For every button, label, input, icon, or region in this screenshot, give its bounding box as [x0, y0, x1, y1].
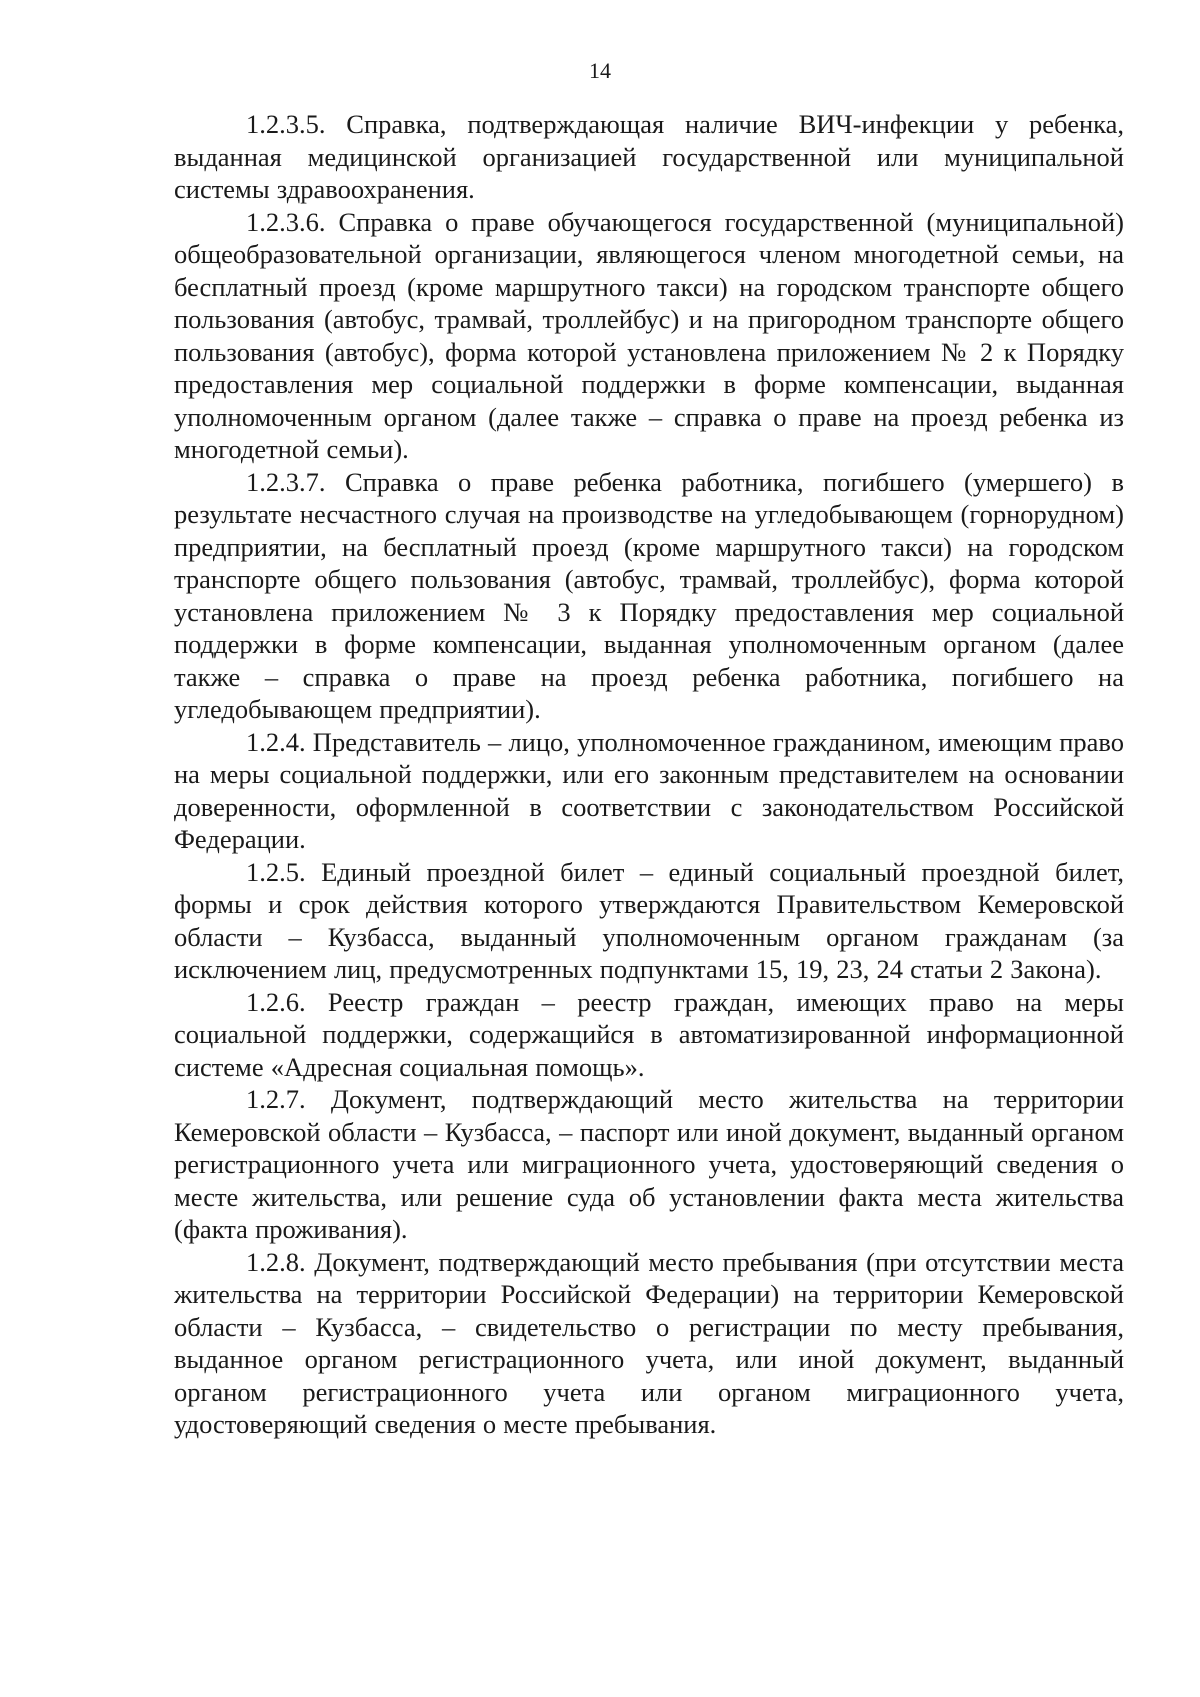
paragraph-1-2-3-6: 1.2.3.6. Справка о праве обучающегося государственной (муниципальной) общеобразовательной организации, являющегося членом многодетной семьи, на бесплатный проезд (кроме маршрутного такси) на городском транспорте общего пользования (автобус, трамвай, троллейбус) и на пригородном транспорте общего пользования (автобус), форма которой установлена приложением № 2 к Порядку предоставления мер социальной поддержки в форме компенсации, выданная уполномоченным органом (далее также – справка о праве на проезд ребенка из многодетной семьи).: [174, 206, 1124, 464]
paragraph-1-2-4: 1.2.4. Представитель – лицо, уполномоченное гражданином, имеющим право на меры социальной поддержки, или его законным представителем на основании доверенности, оформленной в соответствии с законодательством Российской Федерации.: [174, 726, 1124, 854]
page-number: 14: [589, 58, 611, 83]
paragraph-1-2-6: 1.2.6. Реестр граждан – реестр граждан, имеющих право на меры социальной поддержки, содержащийся в автоматизированной информационной системе «Адресная социальная помощь».: [174, 986, 1124, 1082]
paragraph-1-2-5: 1.2.5. Единый проездной билет – единый социальный проездной билет, формы и срок действия которого утверждаются Правительством Кемеровской области – Кузбасса, выданный уполномоченным органом гражданам (за исключением лиц, предусмотренных подпунктами 15, 19, 23, 24 статьи 2 Закона).: [174, 856, 1124, 984]
document-body: [174, 108, 1124, 1441]
paragraph-1-2-7: 1.2.7. Документ, подтверждающий место жительства на территории Кемеровской области – Кузбасса, – паспорт или иной документ, выданный органом регистрационного учета или миграционного учета, удостоверяющий сведения о месте жительства, или решение суда об установлении факта места жительства (факта проживания).: [174, 1084, 1124, 1244]
paragraph-1-2-3-7: 1.2.3.7. Справка о праве ребенка работника, погибшего (умершего) в результате несчастного случая на производстве на угледобывающем (горнорудном) предприятии, на бесплатный проезд (кроме маршрутного такси) на городском транспорте общего пользования (автобус, трамвай, троллейбус), форма которой установлена приложением № 3 к Порядку предоставления мер социальной поддержки в форме компенсации, выданная уполномоченным органом (далее также – справка о праве на проезд ребенка работника, погибшего на угледобывающем предприятии).: [174, 466, 1124, 724]
paragraph-1-2-3-5: 1.2.3.5. Справка, подтверждающая наличие ВИЧ-инфекции у ребенка, выданная медицинской организацией государственной или муниципальной системы здравоохранения.: [174, 109, 1124, 204]
paragraph-1-2-8: 1.2.8. Документ, подтверждающий место пребывания (при отсутствии места жительства на территории Российской Федерации) на территории Кемеровской области – Кузбасса, – свидетельство о регистрации по месту пребывания, выданное органом регистрационного учета, или иной документ, выданный органом регистрационного учета или органом миграционного учета, удостоверяющий сведения о месте пребывания.: [174, 1246, 1124, 1439]
